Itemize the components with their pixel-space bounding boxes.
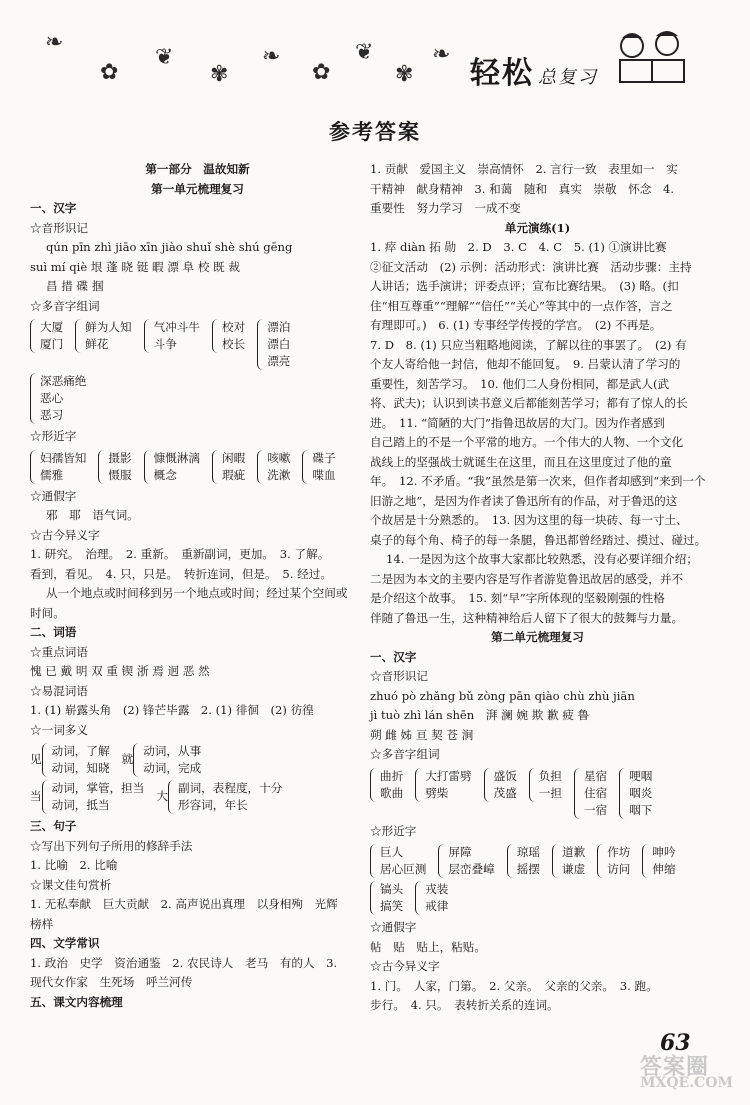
group-item: 动词，掌管，担当 bbox=[51, 781, 145, 795]
brace-group bbox=[122, 743, 202, 777]
group-item: 概念 bbox=[153, 467, 177, 482]
group-item: 厦门 bbox=[40, 337, 64, 351]
watermark-url: MXQE.COM bbox=[640, 1075, 733, 1091]
text-line: ☆通假字 bbox=[370, 920, 417, 934]
page-number: 63 bbox=[660, 1030, 691, 1056]
group-item: 戒律 bbox=[425, 899, 449, 913]
brace-group bbox=[156, 780, 282, 814]
brace-mark bbox=[370, 768, 377, 802]
text-line: ☆通假字 bbox=[30, 488, 77, 503]
group-item: 形容词，年长 bbox=[177, 798, 248, 812]
group-item: 歌曲 bbox=[380, 785, 404, 800]
brace-group bbox=[642, 844, 675, 878]
group-item: 校对 bbox=[221, 320, 246, 334]
text-line: ☆古今异义字 bbox=[370, 959, 440, 973]
group-item: 漂泊 bbox=[267, 320, 291, 334]
text-line: 一、汉字 bbox=[370, 649, 417, 664]
group-item: 咽下 bbox=[629, 802, 653, 817]
text-line: qún pīn zhì jiāo xīn jiào shuǐ shè shú gēng bbox=[46, 240, 293, 254]
text-line: 现代女作家 生死场 呼兰河传 bbox=[30, 975, 193, 989]
group-item: 屏障 bbox=[448, 845, 472, 859]
brace-group bbox=[507, 844, 540, 878]
text-line: 五、课文内容梳理 bbox=[30, 994, 123, 1009]
section-label: ☆形近字 bbox=[370, 823, 417, 838]
text-line: 看到，看见。 4. 只，只是。 转折连词，但是。 5. 经过。 bbox=[30, 566, 332, 581]
brand-sub: 总复习 bbox=[538, 67, 598, 88]
brace-mark bbox=[370, 881, 377, 915]
group-item: 作坊 bbox=[607, 845, 631, 859]
similar-char-group bbox=[30, 450, 365, 484]
group-item: 校长 bbox=[221, 337, 246, 351]
text-line: 一、汉字 bbox=[30, 201, 77, 215]
group-item: 呻吟 bbox=[652, 845, 676, 859]
group-item: 巨人 bbox=[380, 845, 404, 859]
text-line: 单元演练(1) bbox=[504, 220, 571, 235]
group-label: 当 bbox=[30, 789, 42, 804]
page-header bbox=[0, 0, 750, 110]
brace-group bbox=[75, 319, 131, 353]
text-line: 战线上的坚强战士就诞生在这里，而且在这里度过了他的童 bbox=[370, 454, 672, 469]
brand-main: 轻松 bbox=[470, 56, 534, 91]
group-item: 盛饭 bbox=[493, 768, 517, 783]
brand-logo bbox=[470, 48, 598, 92]
brace-mark bbox=[168, 780, 175, 814]
text-line: 1. 瘁 diàn 拓 勋 2. D 3. C 4. C 5. (1) ①演讲比赛 bbox=[370, 240, 667, 254]
group-item: 道歉 bbox=[561, 845, 586, 859]
group-item: 咽炎 bbox=[629, 785, 653, 800]
group-item: 闲暇 bbox=[221, 450, 246, 465]
group-label: 大 bbox=[156, 789, 168, 804]
group-label: 就 bbox=[121, 752, 134, 767]
group-item: 一担 bbox=[538, 785, 562, 800]
group-item: 斗争 bbox=[153, 337, 177, 351]
group-item: 动词，完成 bbox=[143, 761, 202, 775]
brace-group bbox=[257, 450, 290, 484]
text-line: 二、词语 bbox=[30, 625, 77, 639]
leaf-icon: ✾ bbox=[395, 62, 414, 87]
text-line: ☆课文佳句赏析 bbox=[30, 877, 112, 892]
brace-mark bbox=[597, 844, 604, 878]
text-line: ☆写出下列句子所用的修辞手法 bbox=[30, 838, 193, 853]
text-line: 1. 贡献 爱国主义 崇高情怀 2. 言行一致 表里如一 实 bbox=[370, 162, 678, 176]
brace-mark bbox=[30, 319, 37, 353]
group-item: 慑服 bbox=[108, 467, 132, 482]
group-item: 恶习 bbox=[40, 408, 64, 422]
group-item: 戎装 bbox=[425, 882, 449, 896]
text-line: 1. 门。 人家，门第。 2. 父亲。 父亲的父亲。 3. 跑。 bbox=[370, 978, 658, 993]
group-item: 动词，从事 bbox=[143, 744, 202, 758]
group-item: 层峦叠嶂 bbox=[448, 862, 495, 876]
text-line: 有理即可。) 6. (1) 专事经学传授的学宫。 (2) 不再是。 bbox=[370, 318, 662, 332]
brace-group bbox=[370, 844, 426, 878]
brace-mark bbox=[415, 881, 422, 915]
text-line: 7. D 8. (1) 只应当粗略地阅读，了解以往的事罢了。 (2) 有 bbox=[370, 337, 687, 352]
group-item: 儒雅 bbox=[40, 467, 64, 482]
text-line: 伴随了鲁迅一生，这种精神给后人留下了很大的鼓舞与力量。 bbox=[370, 610, 684, 625]
group-item: 谦虚 bbox=[561, 862, 586, 876]
brace-mark bbox=[42, 780, 49, 814]
leaf-icon: ❦ bbox=[355, 40, 374, 65]
leaf-icon: ❧ bbox=[432, 42, 451, 67]
group-item: 漂亮 bbox=[267, 354, 291, 368]
group-item: 漂白 bbox=[267, 337, 291, 351]
brace-mark bbox=[507, 844, 514, 878]
group-item: 大打雷劈 bbox=[425, 768, 472, 783]
text-line: ☆古今异义字 bbox=[30, 527, 100, 542]
text-line: 四、文学常识 bbox=[30, 936, 100, 950]
group-item: 居心叵测 bbox=[380, 862, 427, 876]
multi-meaning-group bbox=[30, 743, 365, 777]
brace-group bbox=[415, 768, 471, 802]
brace-mark bbox=[257, 319, 264, 370]
brace-group bbox=[212, 319, 245, 353]
group-item: 摇摆 bbox=[516, 862, 540, 876]
text-line: ☆一词多义 bbox=[30, 722, 88, 737]
brace-mark bbox=[642, 844, 649, 878]
text-line: 干精神 献身精神 3. 和蔼 随和 真实 崇敬 怀念 4. bbox=[370, 181, 675, 196]
text-line: suì mí qiè 垠 蓬 晓 铤 暇 漂 阜 校 既 裁 bbox=[30, 259, 240, 274]
brace-mark bbox=[529, 768, 536, 802]
leaf-icon: ✾ bbox=[210, 62, 229, 87]
group-item: 劈柴 bbox=[425, 785, 449, 800]
brace-group bbox=[370, 881, 403, 915]
text-line: 重要性，刻苦学习。 10. 他们二人身份相同，都是武人(武 bbox=[370, 376, 670, 391]
brace-mark bbox=[144, 319, 151, 353]
brace-group bbox=[257, 319, 290, 370]
polyphone-group bbox=[30, 373, 365, 424]
brace-mark bbox=[75, 319, 82, 353]
text-line: 邪 耶 语气词。 bbox=[46, 508, 139, 522]
brace-mark bbox=[552, 844, 559, 878]
brace-group bbox=[98, 450, 131, 484]
text-line: 1. 政治 史学 资治通鉴 2. 农民诗人 老马 有的人 3. bbox=[30, 955, 338, 970]
text-line: 1. 无私奉献 巨大贡献 2. 高声说出真理 以身相殉 光辉 bbox=[30, 897, 338, 911]
group-item: 琼瑶 bbox=[516, 845, 540, 859]
group-item: 一宿 bbox=[584, 802, 608, 817]
group-item: 动词，知晓 bbox=[51, 761, 110, 775]
brace-group bbox=[529, 768, 562, 802]
group-item: 访问 bbox=[607, 862, 631, 876]
group-item: 咳嗽 bbox=[267, 450, 291, 465]
polyphone-group bbox=[30, 319, 365, 370]
left-column bbox=[30, 160, 365, 1012]
group-item: 慷慨淋漓 bbox=[153, 450, 200, 465]
similar-char-group bbox=[370, 881, 705, 915]
text-line: 人讲话；选手演讲；评委点评；宣布比赛结果。 (3) 略。(扣 bbox=[370, 279, 679, 293]
brace-mark bbox=[619, 768, 626, 819]
text-line: 14. 一是因为这个故事大家都比较熟悉，没有必要详细介绍； bbox=[386, 552, 698, 566]
text-line: 住“相互尊重”“理解”“信任”“关心”等其中的一点作答，言之 bbox=[370, 298, 673, 313]
text-line: 时间。 bbox=[30, 605, 65, 620]
group-item: 茂盛 bbox=[493, 785, 517, 800]
brace-group bbox=[302, 450, 335, 484]
text-line: 将、武夫)；认识到读书意义后都能刻苦学习；都有了惊人的长 bbox=[370, 396, 688, 410]
text-line: 帖 贴 贴上，粘贴。 bbox=[370, 939, 486, 954]
group-item: 妇孺皆知 bbox=[40, 450, 87, 465]
brace-mark bbox=[133, 743, 140, 777]
text-line: 桌子的每个角、椅子的每一条腿，鲁迅都曾经踏过、摸过、碰过。 bbox=[370, 532, 707, 547]
group-item: 喋血 bbox=[312, 467, 336, 482]
group-item: 鲜花 bbox=[85, 337, 109, 351]
brace-group bbox=[484, 768, 517, 802]
text-line: 个友人寄给他一封信，他却不能回复。 9. 吕蒙认清了学习的 bbox=[370, 357, 681, 371]
text-line: 年。 12. 不矛盾。“我”虽然是第一次来，但作者却感到“来到一个 bbox=[370, 474, 706, 488]
text-line: 榜样 bbox=[30, 916, 54, 931]
text-line: 第二单元梳理复习 bbox=[491, 630, 584, 644]
group-item: 碟子 bbox=[312, 450, 336, 465]
text-line: 第一部分 温故知新 bbox=[145, 162, 250, 176]
text-line: 自己踏上的不是一个平常的地方。一个伟大的人物、一个文化 bbox=[370, 435, 684, 449]
text-line: 是介绍这个故事。 15. 刻“早”字所体现的坚毅刚强的性格 bbox=[370, 591, 665, 605]
group-item: 瑕疵 bbox=[221, 467, 246, 482]
brace-group bbox=[30, 743, 110, 777]
text-line: 重要性 努力学习 一成不变 bbox=[370, 201, 521, 215]
leaf-icon: ✿ bbox=[312, 60, 331, 85]
text-line: 第一单元梳理复习 bbox=[151, 181, 244, 196]
text-line: 旧游之地”，是因为作者读了鲁迅所有的作品，对于鲁迅的这 bbox=[370, 493, 678, 508]
brace-mark bbox=[144, 450, 151, 484]
leaf-icon: ❧ bbox=[45, 30, 64, 55]
polyphone-group bbox=[370, 768, 705, 819]
brace-mark bbox=[574, 768, 581, 819]
brace-group bbox=[619, 768, 652, 819]
group-item: 副词，表程度，十分 bbox=[177, 781, 283, 795]
brace-mark bbox=[415, 768, 422, 802]
group-item: 动词，抵当 bbox=[51, 798, 110, 812]
brace-group bbox=[552, 844, 585, 878]
brace-group bbox=[370, 768, 403, 802]
group-item: 恶心 bbox=[40, 391, 64, 405]
text-line: 步行。 4. 只。 表转折关系的连词。 bbox=[370, 998, 559, 1012]
brace-group bbox=[144, 450, 200, 484]
leaf-icon: ❦ bbox=[155, 45, 174, 70]
text-line: zhuó pò zhǎng bǔ zòng pān qiào chù zhù jiān bbox=[370, 688, 635, 703]
multi-meaning-group bbox=[30, 780, 365, 814]
group-item: 洗漱 bbox=[267, 467, 291, 482]
text-line: 个故居是十分熟悉的。 13. 因为这里的每一块砖、每一寸土、 bbox=[370, 513, 688, 527]
brace-mark bbox=[212, 319, 219, 353]
text-line: 二是因为本文的主要内容是写作者游览鲁迅故居的感受，并不 bbox=[370, 571, 684, 586]
group-item: 星宿 bbox=[584, 768, 608, 783]
brace-group bbox=[30, 450, 86, 484]
group-item: 曲折 bbox=[380, 768, 404, 783]
text-line: jì tuò zhì lán shēn 湃 澜 婉 欺 歉 疲 鲁 bbox=[370, 708, 590, 722]
group-item: 深恶痛绝 bbox=[40, 374, 87, 388]
text-line: ☆多音字组词 bbox=[370, 747, 440, 761]
group-item: 动词，了解 bbox=[51, 744, 110, 758]
leaf-icon: ✿ bbox=[100, 60, 119, 85]
text-line: ☆易混词语 bbox=[30, 683, 88, 698]
brace-group bbox=[574, 768, 607, 819]
brace-mark bbox=[370, 844, 377, 878]
text-line: ☆音形识记 bbox=[30, 220, 88, 235]
group-item: 搞笑 bbox=[380, 899, 404, 913]
brace-group bbox=[30, 319, 63, 353]
group-item: 哽咽 bbox=[629, 768, 653, 783]
group-item: 伸缩 bbox=[652, 862, 676, 876]
brace-mark bbox=[302, 450, 309, 484]
reading-kids-icon bbox=[612, 28, 692, 88]
brace-mark bbox=[98, 450, 105, 484]
brace-mark bbox=[30, 450, 37, 484]
group-item: 住宿 bbox=[584, 785, 608, 800]
text-line: 从一个地点或时间移到另一个地点或时间；经过某个空间或 bbox=[46, 586, 348, 600]
group-item: 摄影 bbox=[108, 450, 132, 465]
brace-mark bbox=[438, 844, 445, 878]
brace-mark bbox=[257, 450, 264, 484]
text-line: 愧 已 戴 明 双 重 锲 浙 焉 迥 恶 然 bbox=[30, 664, 210, 678]
group-item: 镐头 bbox=[380, 882, 404, 896]
brace-group bbox=[144, 319, 200, 353]
text-line: 1. 比喻 2. 比喻 bbox=[30, 858, 118, 872]
watermark-logo: 答案圈 bbox=[640, 1054, 710, 1080]
brace-group bbox=[415, 881, 448, 915]
right-column bbox=[370, 160, 705, 1016]
group-item: 气冲斗牛 bbox=[153, 320, 200, 334]
text-line: 朔 雌 姊 亘 契 苍 涧 bbox=[370, 727, 474, 742]
text-line: 进。 11. “简陋的大门”指鲁迅故居的大门。因为作者感到 bbox=[370, 415, 665, 430]
brace-group bbox=[438, 844, 494, 878]
brace-mark bbox=[42, 743, 49, 777]
text-line: 1. 研究。 治理。 2. 重新。 重新副词，更加。 3. 了解。 bbox=[30, 547, 330, 561]
brace-mark bbox=[30, 373, 37, 424]
similar-char-group bbox=[370, 844, 705, 878]
text-line: 三、句子 bbox=[30, 819, 77, 833]
brace-mark bbox=[484, 768, 491, 802]
leaf-icon: ❧ bbox=[262, 44, 281, 69]
group-item: 负担 bbox=[538, 768, 562, 783]
brace-mark bbox=[212, 450, 219, 484]
page-title: 参考答案 bbox=[329, 119, 421, 144]
text-line: ☆音形识记 bbox=[370, 669, 428, 683]
text-line: 1. (1) 崭露头角 (2) 锋芒毕露 2. (1) 徘徊 (2) 彷徨 bbox=[30, 703, 314, 717]
text-line: ☆重点词语 bbox=[30, 644, 88, 659]
group-item: 鲜为人知 bbox=[85, 320, 132, 334]
brace-group bbox=[30, 780, 144, 814]
text-line: 昌 措 碟 掴 bbox=[46, 279, 104, 293]
text-line: ②征文活动 (2) 示例：活动形式：演讲比赛 活动步骤：主持 bbox=[370, 259, 692, 274]
text-line: ☆多音字组词 bbox=[30, 298, 100, 313]
group-label: 见 bbox=[30, 752, 42, 767]
brace-group bbox=[597, 844, 630, 878]
text-line: ☆形近字 bbox=[30, 429, 77, 443]
brace-group bbox=[30, 373, 86, 424]
brace-group bbox=[212, 450, 245, 484]
group-item: 大厦 bbox=[40, 320, 64, 334]
